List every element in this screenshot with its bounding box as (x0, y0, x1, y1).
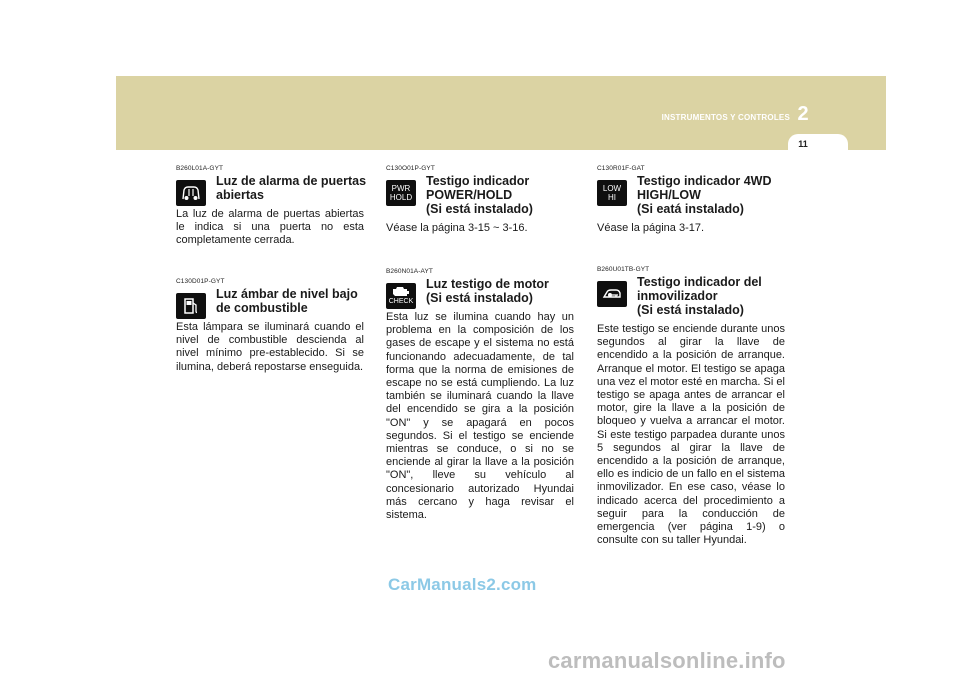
section-body: Esta lámpara se iluminará cuando el nivel de combustible descienda al nivel mínimo pre-establecido. Si se ilumina, deberá repostarse enseguida. (176, 321, 364, 373)
section-title-text: Luz ámbar de nivel bajo de combustible (216, 287, 358, 315)
immobilizer-section (597, 266, 785, 547)
chapter-number: 2 (797, 103, 809, 125)
door-alarm-section (176, 165, 367, 248)
section-body: Este testigo se enciende durante unos segundos al girar la llave de encendido a la posición de arranque. Arranque el motor. El testigo se apaga una vez el motor esté en marcha. Si el testigo se apaga antes de arrancar el motor, gire la llave a la posición de bloqueo y vuelva a arrancar el motor. Si este testigo parpadea durante unos 5 segundos al girar la llave de encendido a la posición de arranque, ello es indicio de un fallo en el sistema inmovilizador. En ese caso, véase lo indicado acerca del procedimiento a seguir para la conducción de emergencia (ver página 1-9) o consulte con su taller Hyundai. (597, 323, 785, 547)
watermark-carmanualsonline[interactable]: carmanualsonline.info (548, 648, 786, 673)
section-body: Esta luz se ilumina cuando hay un problema en la composición de los gases de escape y el sistema no está funcionando adecuadamente, de tal forma que la norma de emisiones de escape no se está cumpliendo. La luz también se iluminará cuando la llave del encendido se gira a la posición "ON" y se apagará en pocos segundos. Si el testigo se enciende mientras se conduce, o si no se enciende al girar la llave a la posición "ON", lleve su vehículo al concesionario autorizado Hyundai más cercano y haga revisar el sistema. (386, 311, 574, 522)
section-code: B260N01A-AYT (386, 268, 433, 275)
immobilizer-key-icon (597, 281, 627, 307)
check-engine-icon: CHECK (386, 283, 416, 309)
fuel-level-section (176, 278, 364, 374)
4wd-low-hi-icon: LOW HI (597, 180, 627, 206)
4wd-section (597, 165, 785, 235)
section-code: C130D01P-GYT (176, 278, 225, 285)
check-engine-section (386, 268, 574, 522)
watermark-carmanuals2[interactable]: CarManuals2.com (388, 575, 537, 594)
door-ajar-icon (176, 180, 206, 206)
section-body: Véase la página 3-15 ~ 3-16. (386, 222, 528, 234)
section-title-text: Luz de alarma de puertas abiertas (216, 174, 367, 202)
section-title: INSTRUMENTOS Y CONTROLES (661, 113, 790, 122)
section-body: Véase la página 3-17. (597, 222, 705, 234)
section-title-text: Luz testigo de motor (Si está instalado) (426, 277, 549, 305)
section-code: C130R01F-GAT (597, 165, 645, 172)
power-hold-section (386, 165, 574, 235)
section-title-text: Testigo indicador del inmovilizador (Si está instalado) (637, 275, 762, 317)
section-code: B260L01A-GYT (176, 165, 224, 172)
section-title-text: Testigo indicador POWER/HOLD (Si está instalado) (426, 174, 533, 216)
fuel-pump-icon (176, 293, 206, 319)
page-number: 11 (798, 139, 808, 149)
section-title-text: Testigo indicador 4WD HIGH/LOW (Si eatá instalado) (637, 174, 772, 216)
section-body: La luz de alarma de puertas abiertas le indica si una puerta no esta completamente cerrada. (176, 208, 364, 247)
section-code: B260U01TB-GYT (597, 266, 650, 273)
section-code: C130O01P-GYT (386, 165, 435, 172)
power-hold-icon: PWR HOLD (386, 180, 416, 206)
